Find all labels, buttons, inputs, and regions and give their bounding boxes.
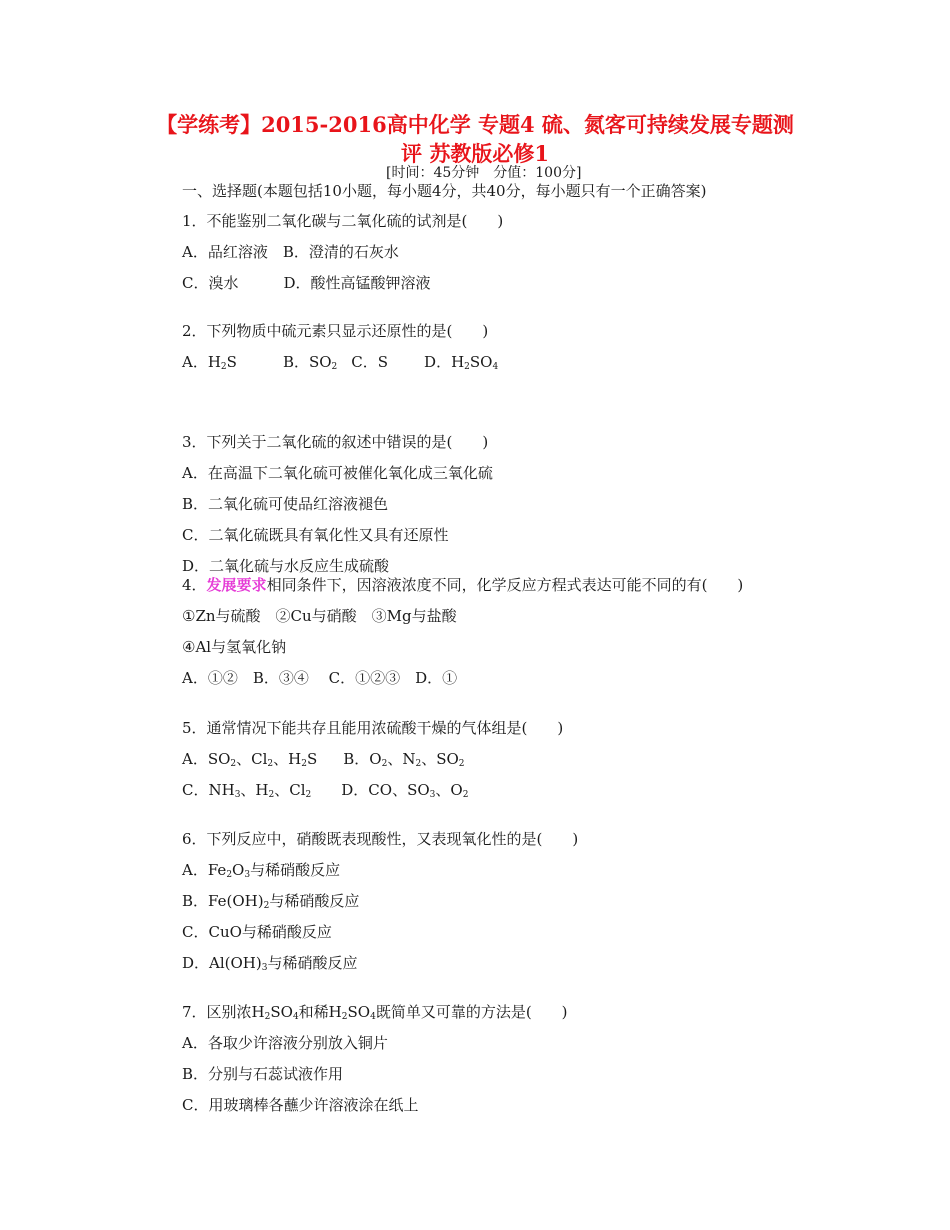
question-stem: 4．发展要求相同条件下，因溶液浓度不同，化学反应方程式表达可能不同的有( ) — [182, 576, 744, 594]
question-1 — [182, 206, 842, 299]
question-5 — [182, 713, 842, 806]
option-c: C．S — [351, 353, 389, 371]
option-c: C．CuO与稀硝酸反应 — [182, 923, 332, 941]
option-b: B．分别与石蕊试液作用 — [182, 1065, 344, 1083]
development-tag: 发展要求 — [206, 576, 267, 594]
section-heading: 一、选择题(本题包括10小题，每小题4分，共40分，每小题只有一个正确答案) — [182, 182, 707, 200]
options-row — [182, 744, 842, 775]
option-a: A．$SO_2$、$Cl_2$、$H_2S$ — [182, 750, 318, 769]
option-a: A．$H_2S$ — [182, 353, 237, 372]
options-row: A．①② B．③④ C．①②③ D．① — [182, 669, 458, 687]
option-b: B．$SO_2$ — [282, 353, 338, 372]
options-row — [182, 347, 842, 378]
question-4 — [182, 570, 842, 694]
options-row: A．品红溶液 B．澄清的石灰水 — [182, 243, 399, 261]
title-line-2: 评 苏教版必修1 — [401, 141, 549, 166]
option-b: B．$O_2$、$N_2$、$SO_2$ — [343, 750, 465, 769]
option-d: D．CO、$SO_3$、$O_2$ — [341, 781, 469, 800]
question-6 — [182, 824, 842, 979]
question-2 — [182, 316, 842, 378]
question-stem: 2．下列物质中硫元素只显示还原性的是( ) — [182, 322, 489, 340]
exam-meta: [时间：45分钟 分值：100分] — [386, 165, 582, 181]
items-row: ①Zn与硫酸 ②Cu与硝酸 ③Mg与盐酸 — [182, 607, 457, 625]
option-a: A．各取少许溶液分别放入铜片 — [182, 1034, 388, 1052]
items-row: ④Al与氢氧化钠 — [182, 638, 287, 656]
option-d: D．二氧化硫与水反应生成硫酸 — [182, 557, 390, 575]
question-3 — [182, 427, 842, 582]
question-stem: 6．下列反应中，硝酸既表现酸性，又表现氧化性的是( ) — [182, 830, 579, 848]
options-row — [182, 775, 842, 806]
options-row: C．溴水 D．酸性高锰酸钾溶液 — [182, 274, 431, 292]
option-d: D．$H_2SO_4$ — [424, 353, 499, 372]
option-b: B．二氧化硫可使品红溶液褪色 — [182, 495, 389, 513]
option-b: B．$Fe(OH)_2$与稀硝酸反应 — [182, 892, 360, 911]
option-a: A．$Fe_2O_3$与稀硝酸反应 — [182, 861, 341, 880]
option-a: A．在高温下二氧化硫可被催化氧化成三氧化硫 — [182, 464, 493, 482]
question-stem: 7．区别浓$H_2SO_4$和稀$H_2SO_4$既简单又可靠的方法是( ) — [182, 1003, 568, 1022]
option-c: C．用玻璃棒各蘸少许溶液涂在纸上 — [182, 1096, 419, 1114]
document-title — [120, 110, 830, 168]
question-stem: 1．不能鉴别二氧化碳与二氧化硫的试剂是( ) — [182, 212, 504, 230]
question-stem: 3．下列关于二氧化硫的叙述中错误的是( ) — [182, 433, 489, 451]
option-c: C．二氧化硫既具有氧化性又具有还原性 — [182, 526, 449, 544]
option-c: C．$NH_3$、$H_2$、$Cl_2$ — [182, 781, 312, 800]
option-d: D．$Al(OH)_3$与稀硝酸反应 — [182, 954, 358, 973]
title-line-1: 【学练考】2015-2016高中化学 专题4 硫、氮客可持续发展专题测 — [156, 112, 794, 137]
question-7 — [182, 997, 842, 1121]
question-stem: 5．通常情况下能共存且能用浓硫酸干燥的气体组是( ) — [182, 719, 564, 737]
